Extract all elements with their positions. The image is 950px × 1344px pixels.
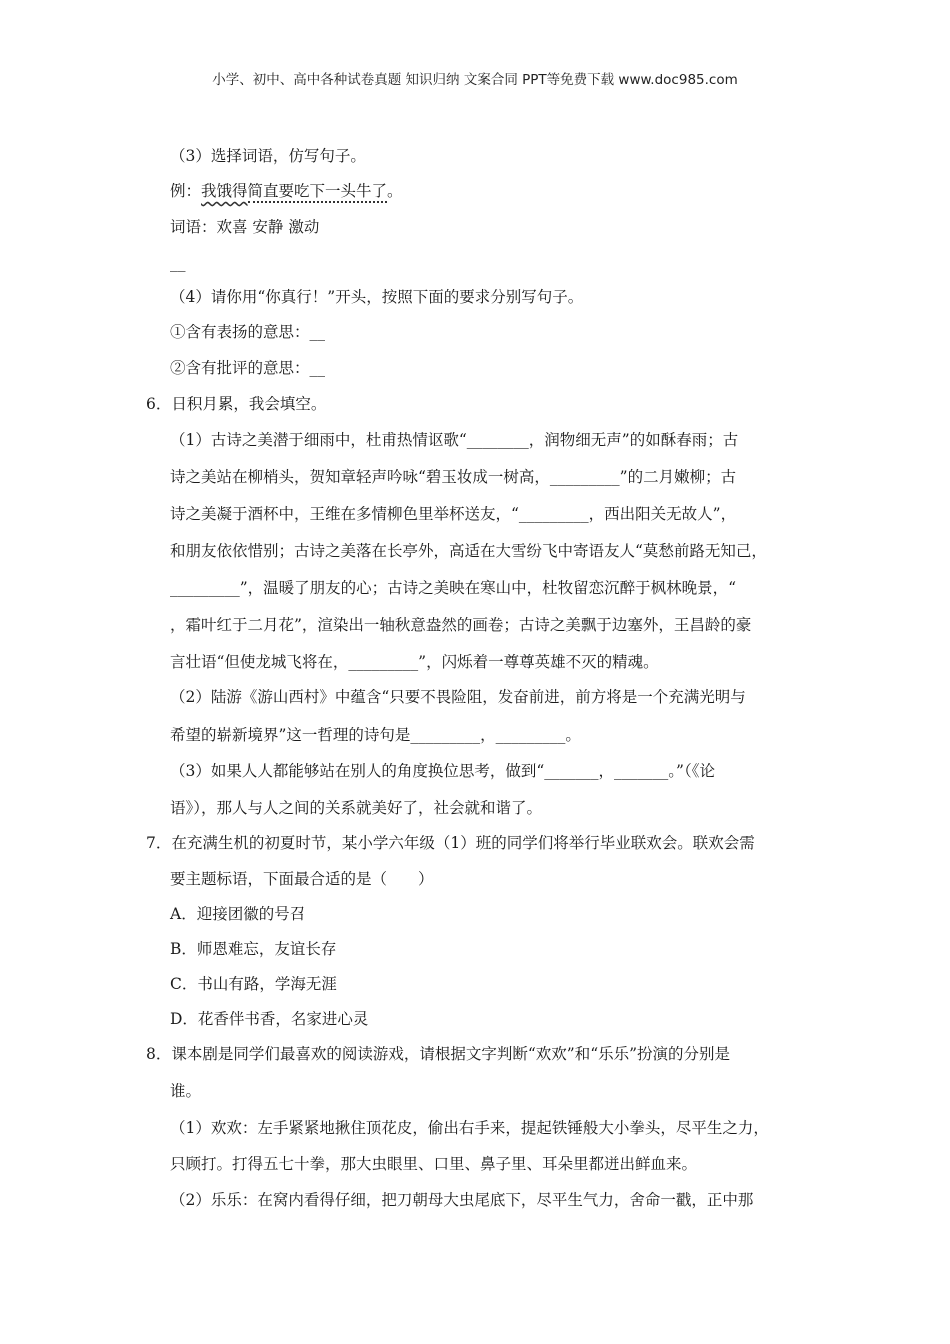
q6-1-line: 和朋友依依惜别；古诗之美落在长亭外，高适在大雪纷飞中寄语友人“莫愁前路无知己， <box>170 542 767 560</box>
q8-stem-line: 8．课本剧是同学们最喜欢的阅读游戏，请根据文字判断“欢欢”和“乐乐”扮演的分别是 <box>146 1045 731 1063</box>
q8-stem-line: 谁。 <box>170 1082 202 1100</box>
q7-option-d: D．花香伴书香，名家进心灵 <box>170 1010 369 1028</box>
q7-option-c: C．书山有路，学海无涯 <box>170 975 337 993</box>
q6-2-line: （2）陆游《游山西村》中蕴含“只要不畏险阻，发奋前进，前方将是一个充满光明与 <box>170 688 746 706</box>
q6-1-line: （1）古诗之美潜于细雨中，杜甫热情讴歌“________，润物细无声”的如酥春雨；古 <box>170 431 739 449</box>
q6-3-line: 语》），那人与人之间的关系就美好了，社会就和谐了。 <box>170 799 543 817</box>
q5-4-item-2: ②含有批评的意思：__ <box>170 359 326 377</box>
q5-4-item-1: ①含有表扬的意思：__ <box>170 323 326 341</box>
q7-option-a: A．迎接团徽的号召 <box>170 905 306 923</box>
q6-1-line: 言壮语“但使龙城飞将在，_________”，闪烁着一尊尊英雄不灭的精魂。 <box>170 653 659 671</box>
q6-title: 6．日积月累，我会填空。 <box>146 395 327 413</box>
q8-2-line: （2）乐乐：在窝内看得仔细，把刀朝母大虫尾底下，尽平生气力，舍命一戳，正中那 <box>170 1191 754 1209</box>
q8-1-line: （1）欢欢：左手紧紧地揪住顶花皮，偷出右手来，提起铁锤般大小拳头，尽平生之力， <box>170 1119 769 1137</box>
q5-3-words: 词语：欢喜 安静 激动 <box>170 218 320 236</box>
page-header: 小学、初中、高中各种试卷真题 知识归纳 文案合同 PPT等免费下载 www.doc985.com <box>212 72 738 88</box>
q6-1-line: 诗之美凝于酒杯中，王维在多情柳色里举杯送友，“_________，西出阳关无故人”， <box>170 505 737 523</box>
example-dotted-text: 简直要吃下一头牛了 <box>248 182 388 203</box>
q7-stem-line: 要主题标语，下面最合适的是（ ） <box>170 870 434 888</box>
q5-3-title: （3）选择词语，仿写句子。 <box>170 147 366 165</box>
q7-stem-line: 7．在充满生机的初夏时节，某小学六年级（1）班的同学们将举行毕业联欢会。联欢会需 <box>146 834 755 852</box>
q5-3-example <box>170 180 403 202</box>
q6-1-line: ，霜叶红于二月花”，渲染出一轴秋意盎然的画卷；古诗之美飘于边塞外，王昌龄的豪 <box>170 616 752 634</box>
example-wavy-text: 我饿得 <box>201 182 248 200</box>
q5-3-answer-blank: __ <box>170 254 186 272</box>
q7-option-b: B．师恩难忘，友谊长存 <box>170 940 337 958</box>
q8-1-line: 只顾打。打得五七十拳，那大虫眼里、口里、鼻子里、耳朵里都迸出鲜血来。 <box>170 1155 698 1173</box>
q6-1-line: 诗之美站在柳梢头，贺知章轻声吟咏“碧玉妆成一树高，_________”的二月嫩柳；古 <box>170 468 737 486</box>
example-end: 。 <box>387 182 403 200</box>
q6-2-line: 希望的崭新境界”这一哲理的诗句是_________，_________。 <box>170 726 581 744</box>
q6-1-line: _________”，温暖了朋友的心；古诗之美映在寒山中，杜牧留恋沉醉于枫林晚景，“ <box>170 579 737 597</box>
example-prefix: 例： <box>170 182 202 200</box>
q6-3-line: （3）如果人人都能够站在别人的角度换位思考，做到“_______，_______。”（《论 <box>170 762 715 780</box>
q5-4-title: （4）请你用“你真行！”开头，按照下面的要求分别写句子。 <box>170 288 584 306</box>
